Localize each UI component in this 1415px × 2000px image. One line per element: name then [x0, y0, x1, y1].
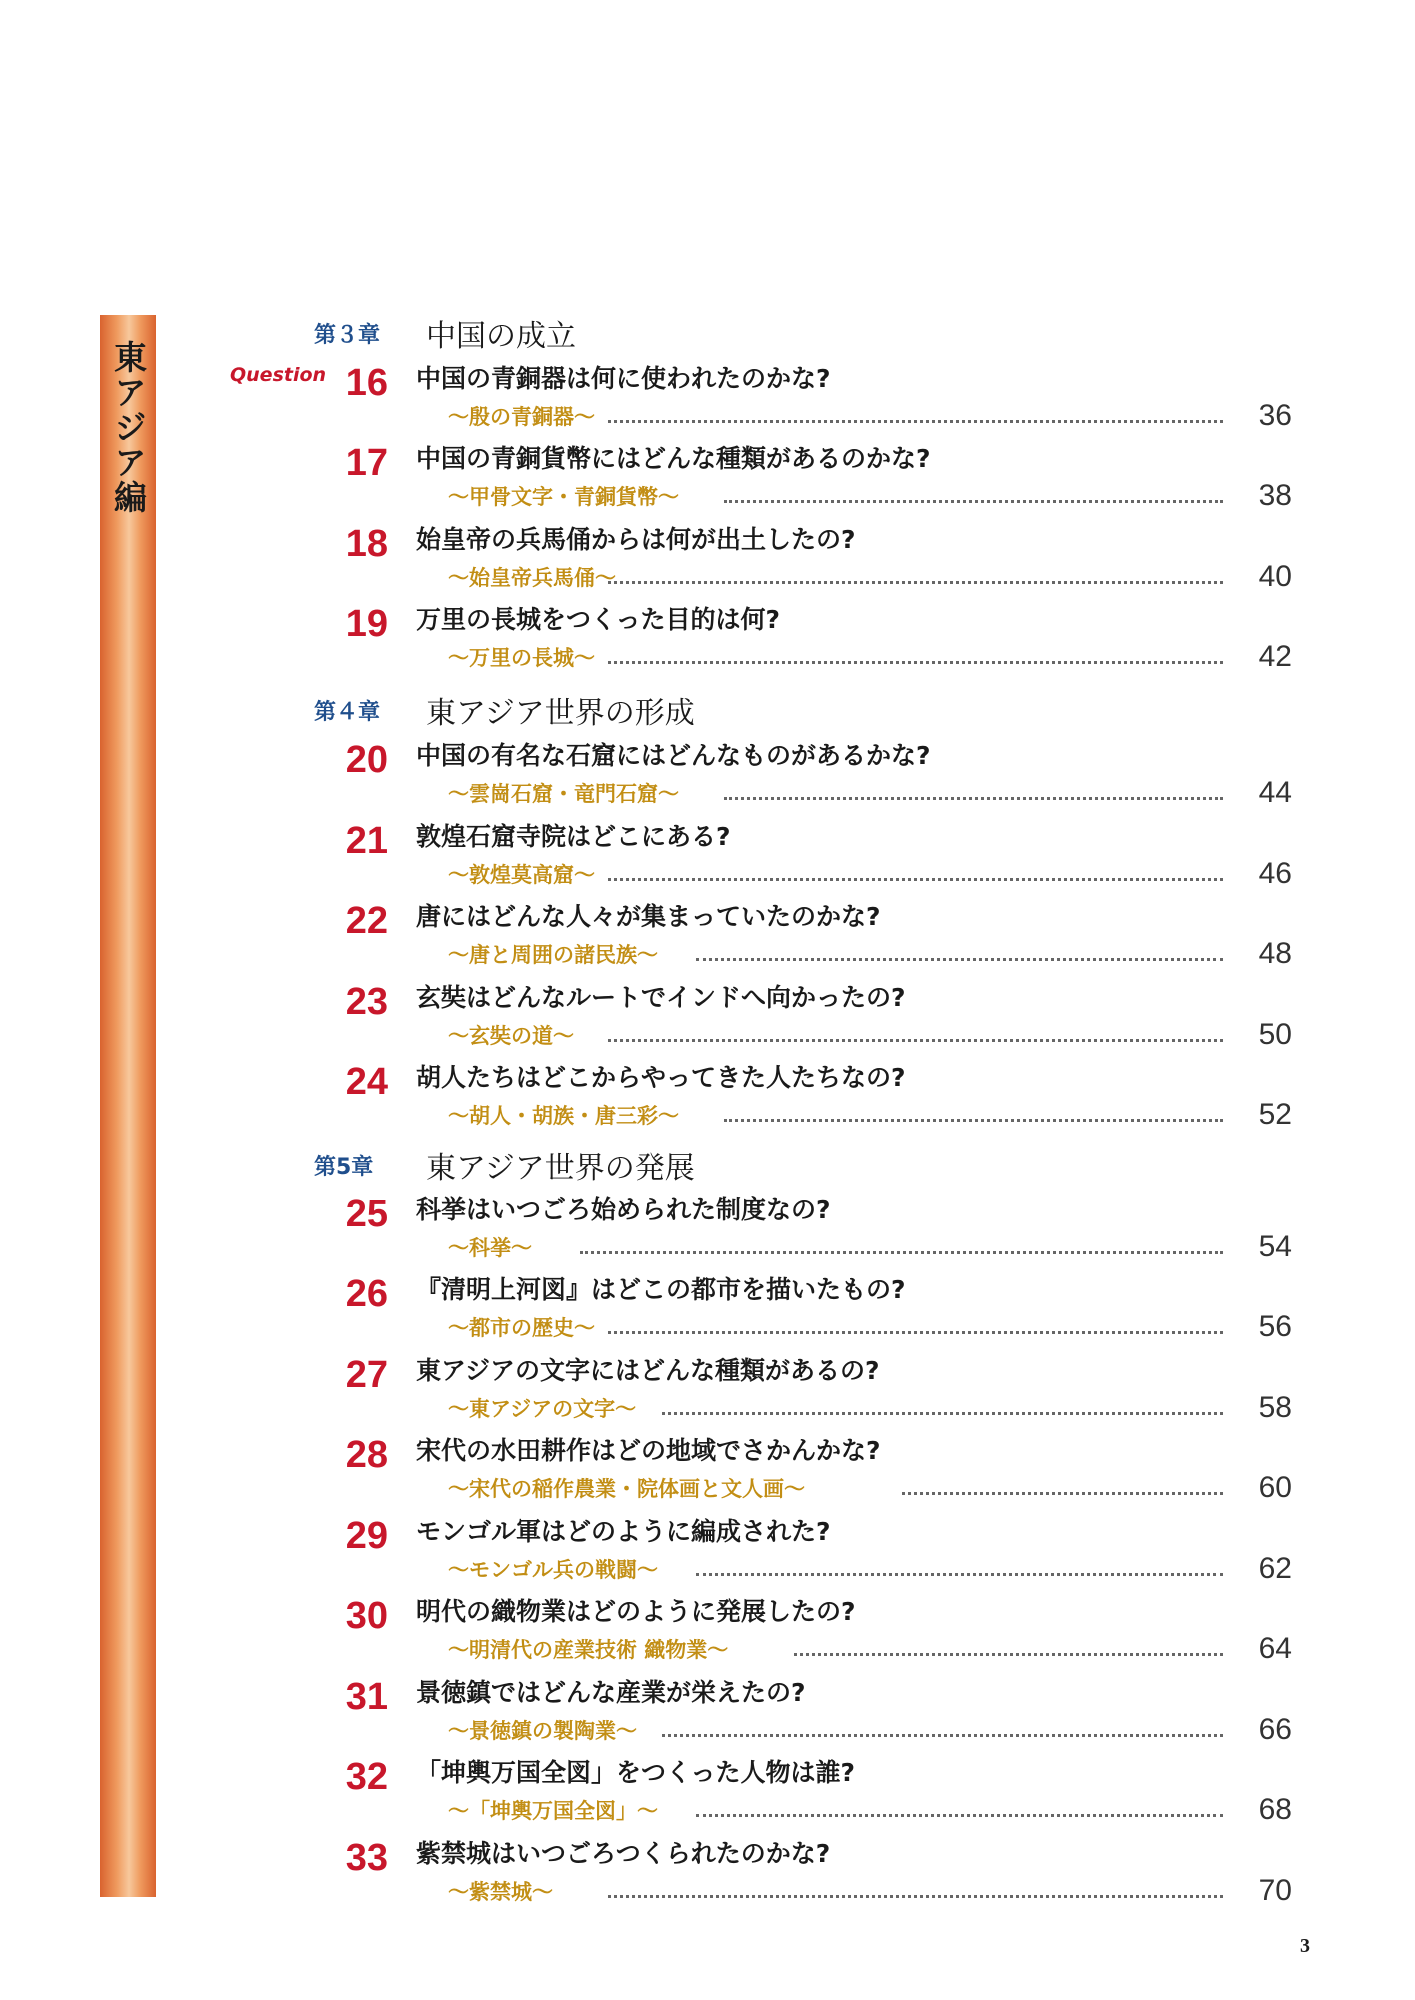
dot-leader [902, 1492, 1223, 1495]
question-title: 玄奘はどんなルートでインドへ向かったの? [416, 983, 906, 1012]
dot-leader [662, 1734, 1223, 1737]
question-number: 31 [345, 1676, 388, 1718]
page-reference: 60 [1258, 1471, 1292, 1504]
chapter-number: 第４章 [314, 699, 381, 725]
page-reference: 68 [1258, 1793, 1292, 1826]
page-reference: 58 [1258, 1391, 1292, 1424]
page-reference: 64 [1258, 1632, 1292, 1665]
page-reference: 40 [1258, 560, 1292, 593]
question-number: 16 [345, 362, 388, 404]
page-reference: 52 [1258, 1098, 1292, 1131]
chapter-number: 第３章 [314, 322, 381, 348]
page-reference: 44 [1258, 776, 1292, 809]
question-subtitle: ～始皇帝兵馬俑～ [448, 566, 616, 590]
question-subtitle: ～都市の歴史～ [448, 1316, 595, 1340]
question-number: 25 [345, 1193, 388, 1235]
dot-leader [696, 1814, 1223, 1817]
toc-entry[interactable] [0, 1350, 1415, 1430]
question-title: 明代の織物業はどのように発展したの? [416, 1597, 856, 1626]
question-number: 29 [345, 1515, 388, 1557]
question-title: 中国の青銅器は何に使われたのかな? [416, 364, 831, 393]
page-reference: 48 [1258, 937, 1292, 970]
question-number: 19 [345, 603, 388, 645]
dot-leader [608, 1895, 1223, 1898]
question-subtitle: ～科挙～ [448, 1236, 532, 1260]
page-number: 3 [1300, 1935, 1310, 1957]
question-subtitle: ～殷の青銅器～ [448, 405, 595, 429]
question-title: 胡人たちはどこからやってきた人たちなの? [416, 1063, 906, 1092]
toc-entry[interactable] [0, 1269, 1415, 1349]
dot-leader [608, 1331, 1223, 1334]
toc-entry[interactable] [0, 1672, 1415, 1752]
dot-leader [608, 661, 1223, 664]
question-subtitle: ～景徳鎮の製陶業～ [448, 1719, 637, 1743]
question-label: Question [230, 364, 327, 386]
question-number: 22 [345, 900, 388, 942]
question-title: 中国の青銅貨幣にはどんな種類があるのかな? [416, 444, 931, 473]
toc-entry[interactable] [0, 1189, 1415, 1269]
chapter-title: 東アジア世界の形成 [426, 696, 695, 731]
page-reference: 46 [1258, 857, 1292, 890]
dot-leader [724, 500, 1223, 503]
question-subtitle: ～「坤輿万国全図」～ [448, 1799, 658, 1823]
dot-leader [724, 1119, 1223, 1122]
toc-entry[interactable] [0, 816, 1415, 896]
question-number: 26 [345, 1273, 388, 1315]
dot-leader [608, 1039, 1223, 1042]
question-number: 24 [345, 1061, 388, 1103]
toc-entry[interactable] [0, 438, 1415, 518]
question-title: 「坤輿万国全図」をつくった人物は誰? [416, 1758, 856, 1787]
page-reference: 54 [1258, 1230, 1292, 1263]
dot-leader [794, 1653, 1223, 1656]
question-title: 景徳鎮ではどんな産業が栄えたの? [416, 1678, 806, 1707]
dot-leader [696, 958, 1223, 961]
question-subtitle: ～明清代の産業技術 織物業～ [448, 1638, 729, 1662]
question-number: 23 [345, 981, 388, 1023]
question-number: 27 [345, 1354, 388, 1396]
page-reference: 38 [1258, 479, 1292, 512]
chapter-heading [314, 688, 695, 732]
question-title: 宋代の水田耕作はどの地域でさかんかな? [416, 1436, 881, 1465]
question-subtitle: ～宋代の稲作農業・院体画と文人画～ [448, 1477, 805, 1501]
question-number: 20 [345, 739, 388, 781]
question-number: 18 [345, 523, 388, 565]
question-title: 『清明上河図』はどこの都市を描いたもの? [416, 1275, 906, 1304]
question-subtitle: ～モンゴル兵の戦闘～ [448, 1558, 658, 1582]
question-number: 28 [345, 1434, 388, 1476]
toc-entry[interactable] [0, 735, 1415, 815]
page-reference: 70 [1258, 1874, 1292, 1907]
dot-leader [580, 1251, 1223, 1254]
question-number: 32 [345, 1756, 388, 1798]
question-subtitle: ～万里の長城～ [448, 646, 595, 670]
chapter-number: 第5章 [314, 1154, 374, 1180]
dot-leader [608, 581, 1223, 584]
dot-leader [608, 420, 1223, 423]
chapter-title: 東アジア世界の発展 [426, 1151, 695, 1186]
toc-entry[interactable] [0, 1833, 1415, 1913]
toc-entry[interactable] [0, 977, 1415, 1057]
chapter-title: 中国の成立 [426, 319, 576, 354]
question-title: 科挙はいつごろ始められた制度なの? [416, 1195, 831, 1224]
toc-entry[interactable] [0, 896, 1415, 976]
dot-leader [608, 878, 1223, 881]
question-number: 21 [345, 820, 388, 862]
question-title: 中国の有名な石窟にはどんなものがあるかな? [416, 741, 931, 770]
question-title: 紫禁城はいつごろつくられたのかな? [416, 1839, 831, 1868]
question-subtitle: ～紫禁城～ [448, 1880, 553, 1904]
dot-leader [724, 797, 1223, 800]
toc-entry[interactable] [0, 1591, 1415, 1671]
question-number: 30 [345, 1595, 388, 1637]
dot-leader [662, 1412, 1223, 1415]
page-reference: 42 [1258, 640, 1292, 673]
question-title: 東アジアの文字にはどんな種類があるの? [416, 1356, 880, 1385]
question-number: 17 [345, 442, 388, 484]
chapter-heading [314, 311, 576, 355]
section-label: 東アジア編 [109, 340, 148, 515]
page-reference: 66 [1258, 1713, 1292, 1746]
toc-entry[interactable] [0, 1430, 1415, 1510]
toc-entry[interactable] [0, 1511, 1415, 1591]
question-title: 敦煌石窟寺院はどこにある? [416, 822, 731, 851]
toc-entry[interactable] [0, 519, 1415, 599]
question-title: 万里の長城をつくった目的は何? [416, 605, 781, 634]
page-reference: 50 [1258, 1018, 1292, 1051]
toc-entry[interactable] [0, 599, 1415, 679]
question-number: 33 [345, 1837, 388, 1879]
question-title: 唐にはどんな人々が集まっていたのかな? [416, 902, 881, 931]
question-subtitle: ～玄奘の道～ [448, 1024, 574, 1048]
question-subtitle: ～東アジアの文字～ [448, 1397, 637, 1421]
toc-entry[interactable] [0, 1057, 1415, 1137]
page-reference: 56 [1258, 1310, 1292, 1343]
question-subtitle: ～雲崗石窟・竜門石窟～ [448, 782, 679, 806]
question-title: モンゴル軍はどのように編成された? [416, 1517, 831, 1546]
dot-leader [696, 1573, 1223, 1576]
question-subtitle: ～唐と周囲の諸民族～ [448, 943, 658, 967]
question-subtitle: ～敦煌莫高窟～ [448, 863, 595, 887]
page-reference: 36 [1258, 399, 1292, 432]
question-subtitle: ～甲骨文字・青銅貨幣～ [448, 485, 679, 509]
chapter-heading [314, 1143, 695, 1187]
toc-entry[interactable] [0, 1752, 1415, 1832]
page-reference: 62 [1258, 1552, 1292, 1585]
toc-entry[interactable] [0, 358, 1415, 438]
question-subtitle: ～胡人・胡族・唐三彩～ [448, 1104, 679, 1128]
question-title: 始皇帝の兵馬俑からは何が出土したの? [416, 525, 856, 554]
